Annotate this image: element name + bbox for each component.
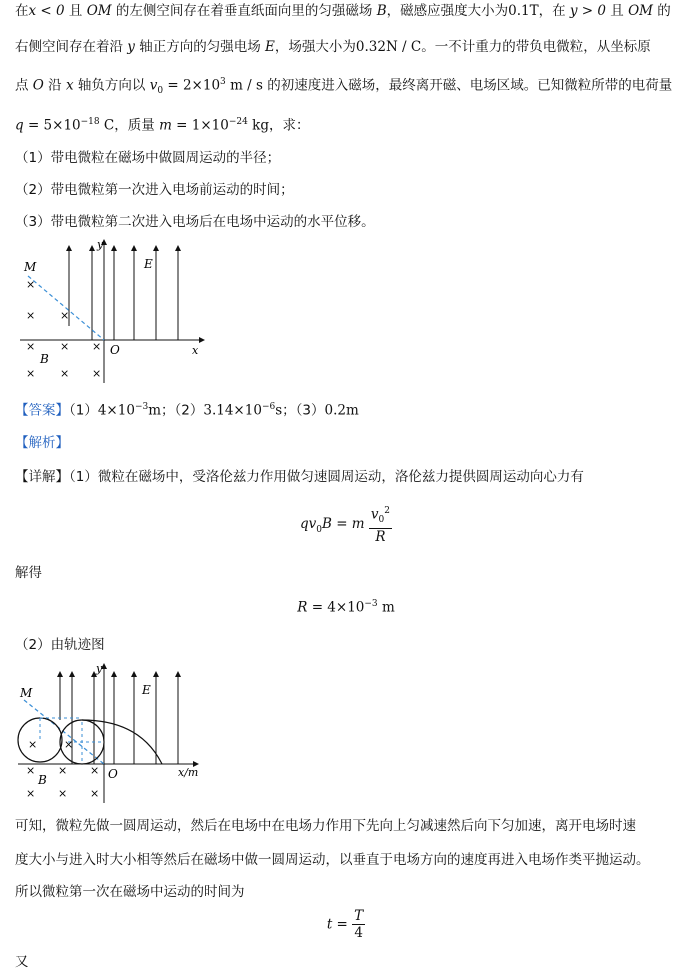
paragraph-2: 度大小与进入时大小相等然后在磁场中做一圆周运动，以垂直于电场方向的速度再进入电场作类平抛运动。 (15, 852, 650, 868)
svg-text:×: × (58, 787, 68, 800)
fig1-label-B: B (40, 352, 49, 366)
equation-3: t = $\frac{T}{4}$ (326, 908, 364, 941)
fig2-label-M: M (20, 686, 33, 700)
svg-text:×: × (92, 367, 102, 380)
paragraph-3: 所以微粒第一次在磁场中运动的时间为 (15, 884, 245, 900)
problem-line-4: $q = 5\times 10^{-18}$ C，质量 $m = 1\times 10^{-24}$ kg，求： (15, 117, 310, 134)
svg-text:×: × (26, 278, 36, 291)
svg-text:×: × (28, 738, 38, 751)
problem-line-2: 右侧空间存在着沿 y 轴正方向的匀强电场 E，场强大小为0.32N / C。一不计重力的带负电微粒，从坐标原 (15, 39, 651, 55)
figure-2 (10, 660, 210, 805)
part2-label: （2）由轨迹图 (15, 637, 105, 653)
fig1-label-O: O (110, 343, 120, 357)
answer-line: 【答案】$(1)4\times 10^{-3}m$；$(2)3.14\times 10^{-6}s$；（3）0.2m (15, 402, 359, 419)
question-3: （3）带电微粒第二次进入电场后在电场中运动的水平位移。 (15, 214, 375, 230)
fig1-label-E: E (144, 257, 153, 271)
equation-1: $qv_0B = m$ $\frac{v_0^2}{R}$ (0, 503, 692, 545)
svg-text:×: × (26, 787, 36, 800)
fig2-label-B: B (38, 773, 47, 787)
detail-line: 【详解】（1）微粒在磁场中，受洛伦兹力作用做匀速圆周运动，洛伦兹力提供圆周运动向心力有 (15, 469, 584, 485)
figure-1 (10, 236, 210, 386)
svg-text:×: × (26, 367, 36, 380)
svg-text:×: × (26, 309, 36, 322)
solve-label: 解得 (15, 565, 42, 581)
question-1: （1）带电微粒在磁场中做圆周运动的半径； (15, 150, 281, 166)
svg-text:×: × (90, 764, 100, 777)
svg-text:×: × (26, 340, 36, 353)
svg-text:×: × (60, 367, 70, 380)
fig2-label-E: E (142, 683, 151, 697)
fig1-label-x: x (192, 344, 199, 357)
svg-text:×: × (58, 764, 68, 777)
analysis-tag: 【解析】 (15, 435, 69, 451)
svg-text:×: × (64, 738, 74, 751)
equation-2: $R = 4\times 10^{-3}$ m (297, 599, 395, 616)
svg-text:×: × (92, 340, 102, 353)
you-label: 又 (15, 954, 29, 970)
fig2-label-y: y (96, 662, 103, 675)
problem-line-1: 在x < 0 且 OM 的左侧空间存在着垂直纸面向里的匀强磁场 B，磁感应强度大小为0.1T，在 y > 0 且 OM 的 (15, 3, 671, 19)
fig1-label-y: y (97, 238, 104, 251)
paragraph-1: 可知，微粒先做一圆周运动，然后在电场中在电场力作用下先向上匀减速然后向下匀加速，离开电场时速 (15, 818, 636, 834)
svg-text:×: × (60, 340, 70, 353)
problem-line-3: 点 O 沿 x 轴负方向以 $v_0 = 2\times 10^3$ m / s 的初速度进入磁场，最终离开磁、电场区域。已知微粒所带的电荷量 (15, 77, 673, 97)
svg-text:×: × (90, 787, 100, 800)
svg-text:×: × (60, 309, 70, 322)
question-2: （2）带电微粒第一次进入电场前运动的时间； (15, 182, 294, 198)
fig2-label-O: O (108, 767, 118, 781)
fig1-label-M: M (24, 260, 37, 274)
svg-text:×: × (26, 764, 36, 777)
fig2-label-x: x/m (178, 766, 199, 779)
